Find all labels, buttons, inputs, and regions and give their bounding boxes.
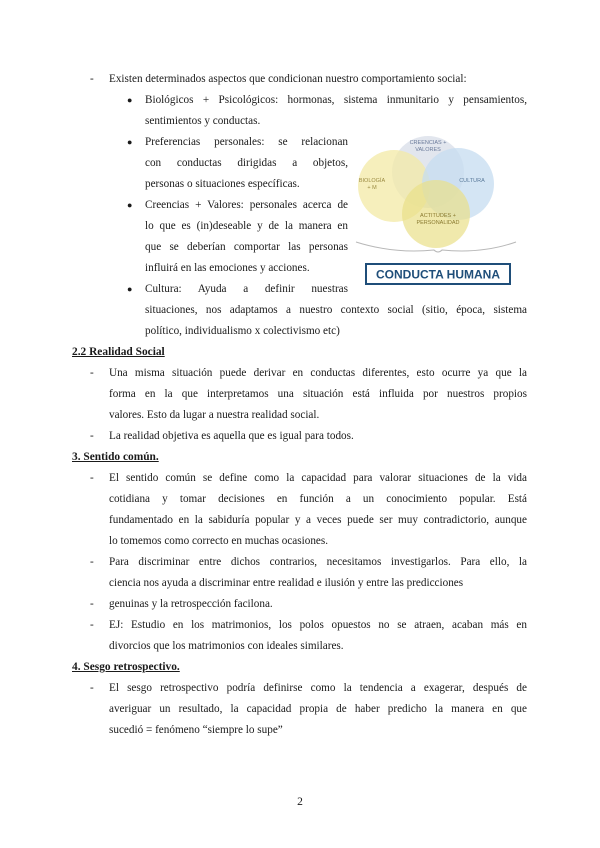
bullet-3-line-2: lo que es (in)deseable y de la manera en [145, 220, 348, 232]
bullet-2-line-3: personas o situaciones específicas. [145, 178, 300, 190]
top-circle-label-1: CREENCIAS + [409, 140, 447, 146]
realidad-p1-line-2: forma en la que interpretamos una situación está influida por nuestros propios [109, 388, 527, 400]
left-circle-label-1: BIOLOGÍA [358, 178, 386, 184]
banner-label: CONDUCTA HUMANA [376, 267, 500, 282]
sentido-p3: genuinas y la retrospección facilona. [109, 598, 273, 610]
bullet-3-line-1: Creencias + Valores: personales acerca de [145, 199, 348, 211]
dash-marker: - [90, 619, 94, 631]
realidad-p1-line-3: valores. Esto da lugar a nuestra realidad social. [109, 409, 320, 421]
realidad-p1-line-1: Una misma situación puede derivar en conductas diferentes, esto ocurre ya que la [109, 367, 527, 379]
dash-marker: - [90, 556, 94, 568]
section-heading-sesgo-retrospectivo: 4. Sesgo retrospectivo. [72, 661, 180, 673]
bottom-circle-label-2: PERSONALIDAD [416, 220, 460, 226]
sentido-p1-line-3: fundamentado en la sabiduría popular y a veces puede ser muy contradictorio, aunque [109, 514, 527, 526]
intro-text: Existen determinados aspectos que condicionan nuestro comportamiento social: [109, 73, 467, 85]
sesgo-p1-line-3: sucedió = fenómeno “siempre lo supe” [109, 724, 283, 736]
bullet-2-line-1: Preferencias personales: se relacionan [145, 136, 348, 148]
sentido-p2-line-1: Para discriminar entre dichos contrarios, necesitamos investigarlos. Para ello, la [109, 556, 527, 568]
bullet-dot: ● [127, 95, 133, 105]
dash-marker: - [90, 430, 94, 442]
bullet-4-line-1: Cultura: Ayuda a definir nuestras [145, 283, 348, 295]
dash-marker: - [90, 682, 94, 694]
sentido-p1-line-2: cotidiana y tomar decisiones en función a un conocimiento popular. Está [109, 493, 527, 505]
left-circle-label-2: + M [367, 185, 377, 191]
bullet-4-line-3: político, individualismo x colectivismo etc) [145, 325, 340, 337]
page-number: 2 [297, 796, 303, 808]
top-circle-label-2: VALORES [415, 147, 441, 153]
sesgo-p1-line-2: averiguar un resultado, la capacidad propia de haber predicho la manera en que [109, 703, 527, 715]
bullet-1-line-2: sentimientos y conductas. [145, 115, 261, 127]
sentido-p2-line-2: ciencia nos ayuda a discriminar entre realidad e ilusión y entre las predicciones [109, 577, 464, 589]
bullet-1-line-1: Biológicos + Psicológicos: hormonas, sistema inmunitario y pensamientos, [145, 94, 527, 106]
section-heading-realidad-social: 2.2 Realidad Social [72, 346, 165, 358]
right-circle-label: CULTURA [459, 178, 485, 184]
bullet-dot: ● [127, 137, 133, 147]
bottom-circle-label-1: ACTITUDES + [420, 213, 456, 219]
bullet-2-line-2: con conductas dirigidas a objetos, [145, 157, 348, 169]
sentido-p1-line-4: lo tomemos como correcto en muchas ocasiones. [109, 535, 329, 547]
conducta-humana-venn-diagram [354, 130, 524, 288]
section-heading-sentido-comun: 3. Sentido común. [72, 451, 159, 463]
realidad-p2: La realidad objetiva es aquella que es igual para todos. [109, 430, 354, 442]
dash-marker: - [90, 73, 94, 85]
sesgo-p1-line-1: El sesgo retrospectivo podría definirse como la tendencia a exagerar, después de [109, 682, 527, 694]
bullet-4-line-2: situaciones, nos adaptamos a nuestro contexto social (sitio, época, sistema [145, 304, 527, 316]
bullet-dot: ● [127, 200, 133, 210]
dash-marker: - [90, 367, 94, 379]
dash-marker: - [90, 598, 94, 610]
bullet-3-line-3: que se deberían comportar las personas [145, 241, 348, 253]
dash-marker: - [90, 472, 94, 484]
sentido-p4-line-1: EJ: Estudio en los matrimonios, los polos opuestos no se atraen, acaban más en [109, 619, 527, 631]
sentido-p1-line-1: El sentido común se define como la capacidad para valorar situaciones de la vida [109, 472, 527, 484]
sentido-p4-line-2: divorcios que los matrimonios con ideales similares. [109, 640, 344, 652]
bullet-3-line-4: influirá en las emociones y acciones. [145, 262, 310, 274]
bullet-dot: ● [127, 284, 133, 294]
